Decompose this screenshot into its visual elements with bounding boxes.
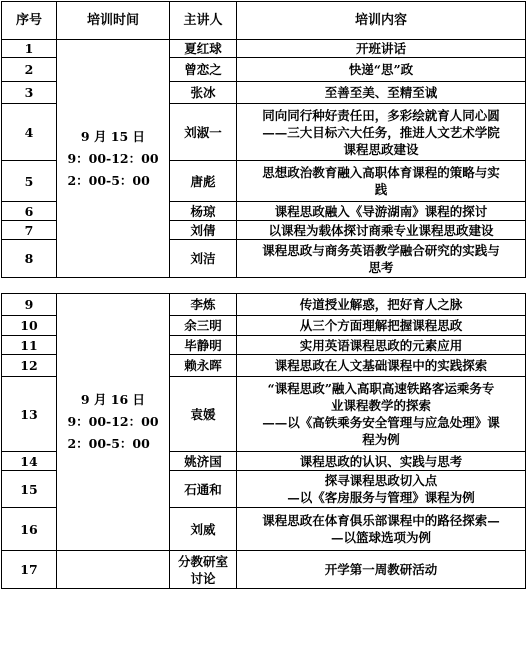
speaker-name: 曾恋之 [170, 58, 237, 82]
content-line: ——三大目标六大任务，推进人文艺术学院 [262, 124, 500, 140]
content-line: —以篮球选项为例 [330, 530, 431, 545]
training-content [237, 452, 526, 471]
speaker-name: 姚济国 [170, 452, 237, 471]
content-line: 业课程教学的探索 [330, 398, 431, 413]
content-line: 课程思政与商务英语教学融合研究的实践与 [262, 242, 500, 258]
speaker-name: 刘淑一 [170, 104, 237, 161]
speaker-name: 杨琼 [170, 202, 237, 221]
row-number: 15 [2, 471, 57, 508]
training-time-day2 [57, 294, 170, 551]
content-line: 课程思政在体育俱乐部课程中的路径探索— [262, 513, 500, 528]
row-number: 13 [2, 377, 57, 452]
speaker-name: 毕静明 [170, 336, 237, 355]
training-time-day1 [57, 40, 170, 278]
content-line: 以课程为载体探讨商乘专业课程思政建设 [268, 222, 494, 238]
row-number: 16 [2, 508, 57, 551]
speaker-name: 李炼 [170, 294, 237, 316]
speaker-name: 刘洁 [170, 240, 237, 278]
training-content [237, 551, 526, 589]
content-line: —以《客房服务与管理》课程为例 [287, 490, 475, 505]
time-pm: 2：00-5：00 [67, 172, 150, 188]
header-row [2, 2, 526, 40]
speaker-name: 余三明 [170, 316, 237, 336]
speaker-name: 张冰 [170, 82, 237, 104]
content-line: 课程思政的认识、实践与思考 [299, 453, 463, 469]
content-line: 实用英语课程思政的元素应用 [299, 337, 463, 353]
speaker-name: 夏红球 [170, 40, 237, 58]
training-content [237, 58, 526, 82]
header-time: 培训时间 [57, 2, 170, 40]
speaker-name: 唐彪 [170, 161, 237, 202]
content-line: 践 [374, 182, 388, 197]
header-speaker: 主讲人 [170, 2, 237, 40]
row-number: 5 [2, 161, 57, 202]
training-content [237, 82, 526, 104]
row-number: 8 [2, 240, 57, 278]
time-am: 9：00-12：00 [67, 414, 159, 429]
row-number: 6 [2, 202, 57, 221]
separator-cell [2, 278, 526, 294]
time-pm: 2：00-5：00 [67, 436, 150, 451]
speaker-name: 刘威 [170, 508, 237, 551]
content-line: ——以《高铁乘务安全管理与应急处理》课 [262, 415, 500, 430]
row-number: 3 [2, 82, 57, 104]
row-number: 9 [2, 294, 57, 316]
time-block [67, 389, 158, 455]
training-content [237, 221, 526, 240]
content-line: 至善至美、至精至诚 [324, 85, 438, 100]
content-line: 从三个方面理解把握课程思政 [299, 318, 463, 333]
training-schedule-table [1, 1, 526, 589]
row-number: 10 [2, 316, 57, 336]
header-no: 序号 [2, 2, 57, 40]
content-line: 同向同行种好责任田，多彩绘就育人同心圆 [262, 107, 500, 123]
training-content [237, 316, 526, 336]
content-line: 思想政治教育融入高职体育课程的策略与实 [262, 165, 500, 180]
training-content [237, 240, 526, 278]
content-line: 程为例 [362, 432, 400, 447]
training-content [237, 294, 526, 316]
content-line: 思考 [368, 259, 394, 275]
table-row [2, 551, 526, 589]
training-content [237, 508, 526, 551]
row-number: 4 [2, 104, 57, 161]
content-line: 课程思政建设 [343, 141, 419, 157]
table-row [2, 294, 526, 316]
training-time-empty [57, 551, 170, 589]
time-block [67, 126, 158, 192]
speaker-name: 分教研室讨论 [170, 551, 237, 589]
content-line: 快递“思”政 [348, 62, 414, 77]
row-number: 11 [2, 336, 57, 355]
time-am: 9：00-12：00 [67, 150, 159, 166]
content-line: 传道授业解惑，把好育人之脉 [299, 297, 463, 312]
time-date: 9 月 16 日 [80, 392, 146, 407]
time-date: 9 月 15 日 [80, 128, 146, 144]
training-content [237, 104, 526, 161]
training-content [237, 40, 526, 58]
training-content [237, 355, 526, 377]
content-line: 开学第一周教研活动 [324, 562, 438, 577]
content-line: 课程思政在人文基础课程中的实践探索 [274, 358, 488, 373]
content-line: 开班讲话 [355, 41, 406, 56]
content-line: 探寻课程思政切入点 [324, 473, 438, 488]
speaker-name: 石通和 [170, 471, 237, 508]
schedule-body [2, 40, 526, 589]
content-line: 课程思政融入《导游湖南》课程的探讨 [274, 203, 488, 219]
speaker-name: 赖永晖 [170, 355, 237, 377]
training-content [237, 161, 526, 202]
row-number: 17 [2, 551, 57, 589]
separator-row [2, 278, 526, 294]
row-number: 2 [2, 58, 57, 82]
row-number: 1 [2, 40, 57, 58]
training-content [237, 336, 526, 355]
training-content [237, 471, 526, 508]
header-content: 培训内容 [237, 2, 526, 40]
content-line: “课程思政”融入高职高速铁路客运乘务专 [267, 381, 495, 396]
row-number: 12 [2, 355, 57, 377]
table-row [2, 40, 526, 58]
speaker-name: 袁媛 [170, 377, 237, 452]
row-number: 7 [2, 221, 57, 240]
training-content [237, 202, 526, 221]
training-content [237, 377, 526, 452]
speaker-name: 刘倩 [170, 221, 237, 240]
row-number: 14 [2, 452, 57, 471]
